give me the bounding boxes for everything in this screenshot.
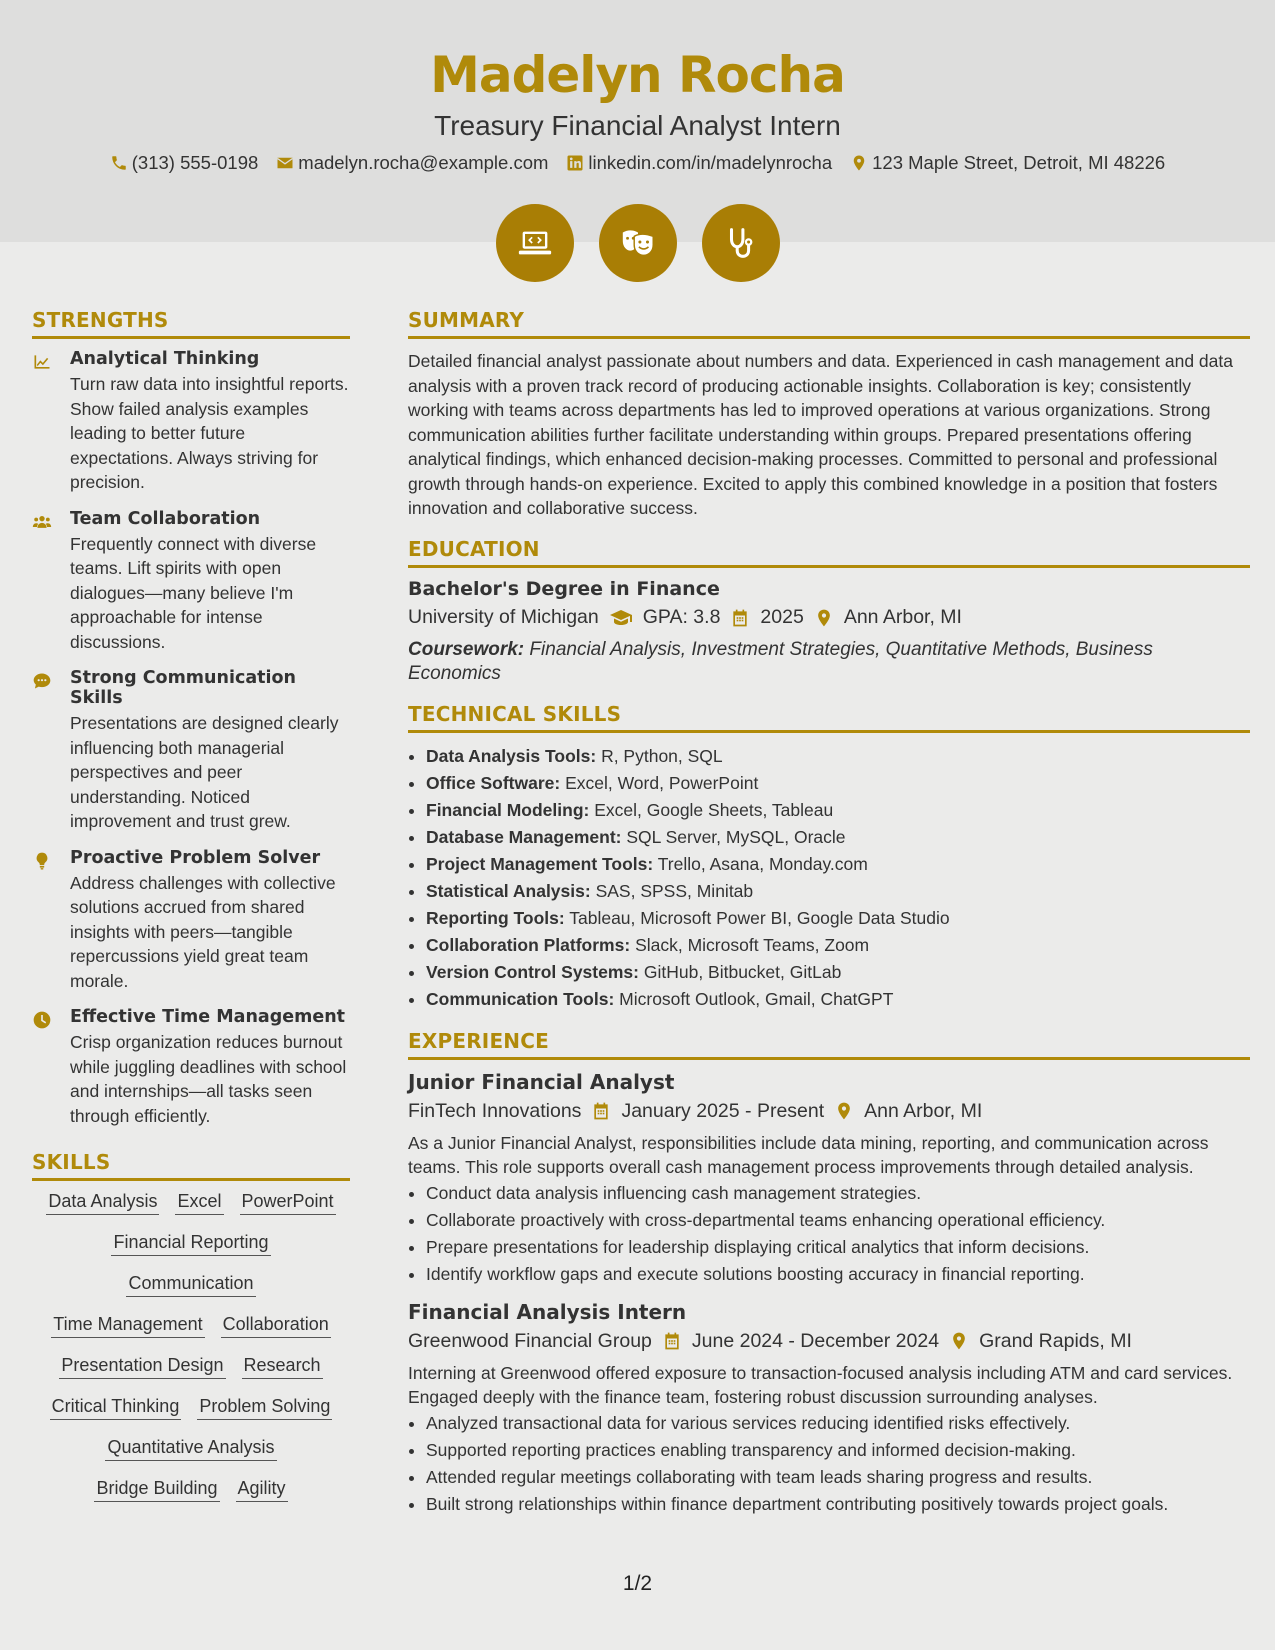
summary-text: Detailed financial analyst passionate about numbers and data. Experienced in cash management and data analysis with a proven track record of producing actionable insights. Collaboration is key; consistently working with teams across departments has led to improved operations at various organizations. Strong communication abilities further facilitate understanding within groups. Prepared presentations offering analytical findings, which enhanced decision-making processes. Committed to personal and professional growth through hands-on experience. Excited to apply this combined knowledge in a position that fosters innovation and collaborative success.	[408, 351, 1233, 518]
badge-stethoscope	[702, 204, 780, 282]
job-entry	[408, 1070, 1250, 1288]
list-item: • Office Software: Excel, Word, PowerPoint	[426, 770, 1250, 797]
list-item: • Prepare presentations for leadership displaying critical analytics that inform decisions.	[426, 1234, 1250, 1261]
education-coursework: Coursework: Financial Analysis, Investment Strategies, Quantitative Methods, Business Economics	[408, 638, 1153, 684]
technical-skills-list	[408, 743, 1250, 1013]
skill-tag: Agility	[236, 1478, 288, 1502]
right-column	[408, 308, 1250, 1530]
map-marker-icon	[814, 608, 834, 628]
job-company: FinTech Innovations	[408, 1099, 582, 1122]
list-item: • Supported reporting practices enabling transparency and informed decision-making.	[426, 1437, 1250, 1464]
job-meta	[408, 1330, 1250, 1353]
job-entry	[408, 1300, 1250, 1518]
list-item: • Collaboration Platforms: Slack, Microsoft Teams, Zoom	[426, 932, 1250, 959]
skill-tag: Research	[242, 1355, 323, 1379]
strength-item	[32, 1007, 350, 1128]
job-description: As a Junior Financial Analyst, responsibilities include data mining, reporting, and communication across teams. This role supports overall cash management process improvements through detailed analysis.	[408, 1132, 1209, 1177]
list-item: • Identify workflow gaps and execute solutions boosting accuracy in financial reporting.	[426, 1261, 1250, 1288]
skills-heading: SKILLS	[32, 1150, 350, 1181]
strength-desc: Crisp organization reduces burnout while juggling deadlines with school and internships—all tasks seen through efficiently.	[70, 1032, 347, 1126]
experience-heading: EXPERIENCE	[408, 1029, 1250, 1060]
list-item: • Attended regular meetings collaborating with team leads sharing progress and results.	[426, 1464, 1250, 1491]
list-item: • Communication Tools: Microsoft Outlook, Gmail, ChatGPT	[426, 986, 1250, 1013]
strength-item	[32, 848, 350, 994]
skill-tag: Presentation Design	[59, 1355, 225, 1379]
education-degree: Bachelor's Degree in Finance	[408, 577, 720, 600]
badge-laptop	[496, 204, 574, 282]
calendar-icon	[730, 608, 750, 628]
contact-email[interactable]: madelyn.rocha@example.com	[276, 152, 548, 174]
left-column	[32, 308, 350, 1519]
skill-tag: Critical Thinking	[50, 1396, 182, 1420]
job-company: Greenwood Financial Group	[408, 1329, 652, 1352]
education-meta	[408, 606, 1250, 630]
skill-tag: PowerPoint	[240, 1191, 336, 1215]
map-marker-icon	[834, 1101, 854, 1121]
skill-tag: Collaboration	[221, 1314, 331, 1338]
job-location: Ann Arbor, MI	[864, 1099, 983, 1122]
badge-masks	[599, 204, 677, 282]
strength-title: Team Collaboration	[70, 508, 261, 529]
clock-icon	[32, 1010, 52, 1030]
list-item: • Collaborate proactively with cross-departmental teams enhancing operational efficiency.	[426, 1207, 1250, 1234]
strength-item	[32, 509, 350, 655]
strength-desc: Frequently connect with diverse teams. Lift spirits with open dialogues—many believe I'm approachable for intense discussions.	[70, 533, 317, 652]
page-number: 1/2	[622, 1572, 653, 1595]
job-dates: January 2025 - Present	[621, 1099, 825, 1122]
strength-title: Proactive Problem Solver	[70, 847, 321, 868]
list-item: • Statistical Analysis: SAS, SPSS, Minitab	[426, 878, 1250, 905]
map-marker-icon	[850, 154, 868, 172]
list-item: • Version Control Systems: GitHub, Bitbucket, GitLab	[426, 959, 1250, 986]
lightbulb-icon	[32, 851, 52, 871]
contact-address: 123 Maple Street, Detroit, MI 48226	[850, 152, 1165, 174]
graduation-cap-icon	[609, 606, 633, 630]
list-item: • Conduct data analysis influencing cash management strategies.	[426, 1180, 1250, 1207]
candidate-role: Treasury Financial Analyst Intern	[434, 110, 841, 141]
job-description: Interning at Greenwood offered exposure to transaction-focused analysis including ATM and card services. Engaged deeply with the finance team, fostering robust discussion surrounding analyses.	[408, 1362, 1233, 1407]
strength-desc: Address challenges with collective solutions accrued from shared insights with peers—tangible repercussions yield great team morale.	[70, 872, 336, 991]
users-icon	[32, 512, 52, 532]
phone-icon	[110, 154, 128, 172]
skill-tag: Communication	[126, 1273, 255, 1297]
strength-item	[32, 668, 350, 834]
interest-badges	[0, 204, 1275, 282]
job-location: Grand Rapids, MI	[979, 1329, 1132, 1352]
summary-heading: SUMMARY	[408, 308, 1250, 339]
job-bullets	[408, 1410, 1250, 1518]
strength-desc: Presentations are designed clearly influencing both managerial perspectives and peer understanding. Noticed improvement and trust grew.	[70, 713, 339, 831]
education-gpa: GPA: 3.8	[642, 606, 721, 628]
job-meta	[408, 1100, 1250, 1123]
education-heading: EDUCATION	[408, 537, 1250, 568]
skill-tag: Data Analysis	[46, 1191, 159, 1215]
list-item: • Database Management: SQL Server, MySQL, Oracle	[426, 824, 1250, 851]
list-item: • Reporting Tools: Tableau, Microsoft Power BI, Google Data Studio	[426, 905, 1250, 932]
skill-tag: Time Management	[51, 1314, 204, 1338]
strengths-heading: STRENGTHS	[32, 308, 350, 339]
strength-title: Effective Time Management	[70, 1007, 346, 1027]
list-item: • Built strong relationships within finance department contributing positively towards project goals.	[426, 1491, 1250, 1518]
job-title: Financial Analysis Intern	[408, 1299, 687, 1324]
theater-masks-icon	[619, 224, 657, 262]
contact-bar	[0, 152, 1275, 174]
candidate-name: Madelyn Rocha	[430, 46, 845, 104]
envelope-icon	[276, 154, 294, 172]
calendar-icon	[591, 1101, 611, 1121]
job-dates: June 2024 - December 2024	[691, 1329, 940, 1352]
map-marker-icon	[949, 1331, 969, 1351]
education-school: University of Michigan	[408, 606, 599, 628]
list-item: • Data Analysis Tools: R, Python, SQL	[426, 743, 1250, 770]
comment-dots-icon	[32, 671, 52, 691]
skill-tag: Problem Solving	[197, 1396, 332, 1420]
contact-phone: (313) 555-0198	[110, 152, 259, 174]
chart-line-icon	[32, 352, 52, 372]
laptop-code-icon	[516, 224, 554, 262]
job-bullets	[408, 1180, 1250, 1288]
skills-list	[32, 1191, 350, 1502]
education-year: 2025	[760, 606, 804, 628]
list-item: • Project Management Tools: Trello, Asana, Monday.com	[426, 851, 1250, 878]
stethoscope-icon	[722, 224, 760, 262]
strength-title: Analytical Thinking	[70, 349, 260, 369]
skill-tag: Bridge Building	[94, 1478, 219, 1502]
skill-tag: Excel	[175, 1191, 223, 1215]
list-item: • Analyzed transactional data for various services reducing identified risks effectively.	[426, 1410, 1250, 1437]
technical-skills-heading: TECHNICAL SKILLS	[408, 702, 1250, 733]
skill-tag: Financial Reporting	[111, 1232, 270, 1256]
education-location: Ann Arbor, MI	[843, 606, 962, 628]
job-title: Junior Financial Analyst	[408, 1069, 675, 1094]
skill-tag: Quantitative Analysis	[105, 1437, 276, 1461]
strength-desc: Turn raw data into insightful reports. Show failed analysis examples leading to better future expectations. Always striving for precision.	[70, 374, 349, 492]
list-item: • Financial Modeling: Excel, Google Sheets, Tableau	[426, 797, 1250, 824]
contact-linkedin[interactable]: linkedin.com/in/madelynrocha	[566, 152, 832, 174]
strength-item	[32, 349, 350, 495]
calendar-icon	[662, 1331, 682, 1351]
linkedin-icon	[566, 154, 584, 172]
strength-title: Strong Communication Skills	[70, 668, 296, 708]
